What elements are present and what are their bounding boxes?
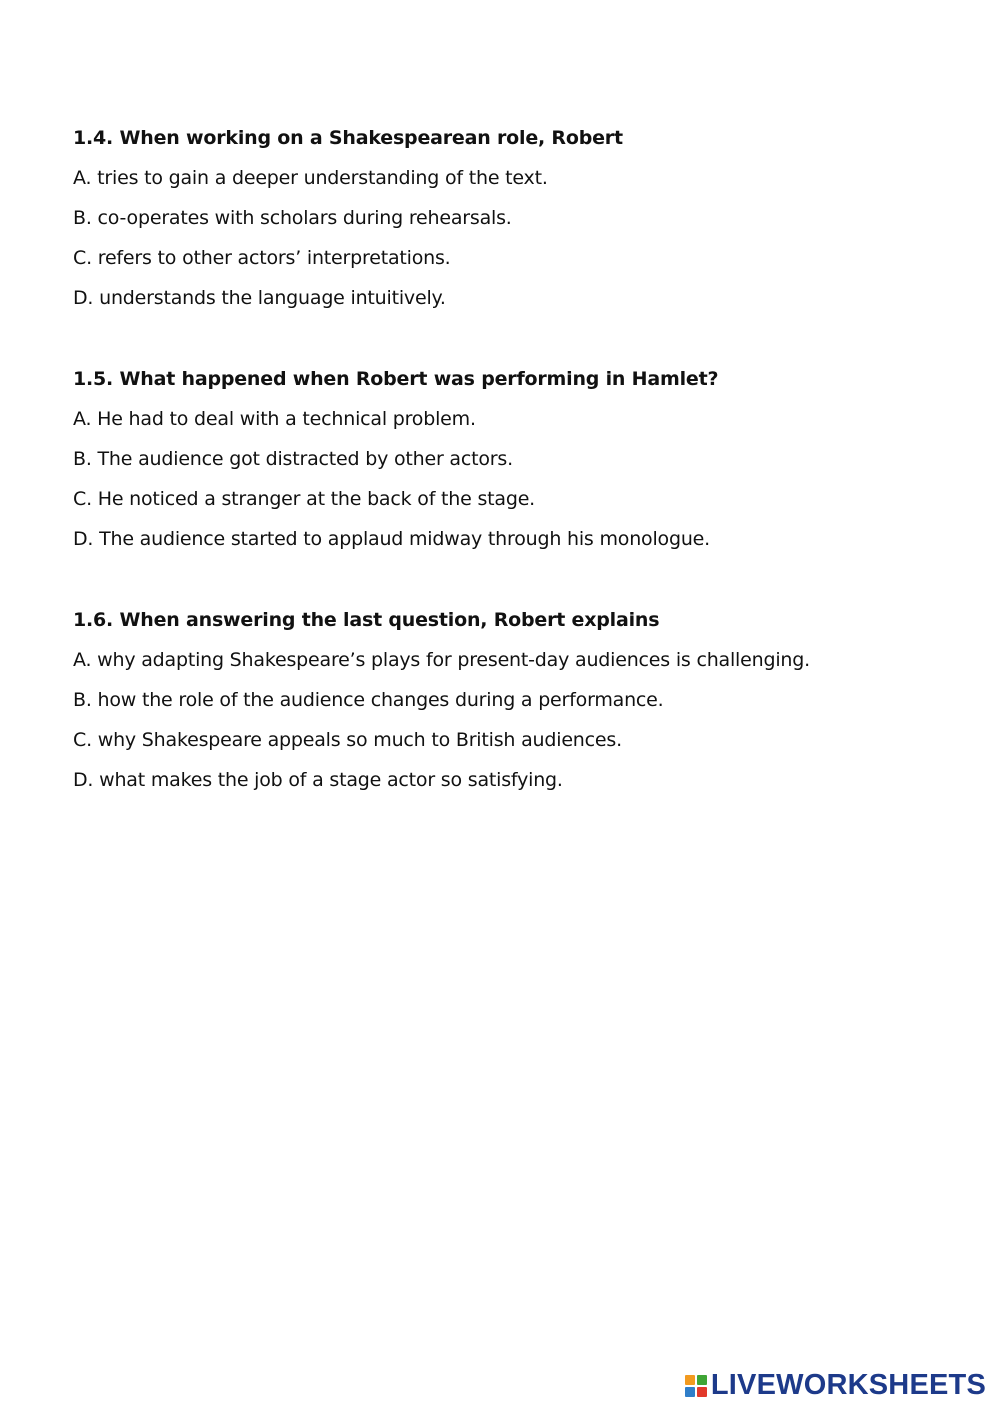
option-a: A. why adapting Shakespeare’s plays for present-day audiences is challenging. xyxy=(73,649,810,671)
brand-wordmark: LIVEWORKSHEETS xyxy=(710,1369,986,1401)
option-a: A. tries to gain a deeper understanding of the text. xyxy=(73,167,548,189)
option-b: B. how the role of the audience changes during a performance. xyxy=(73,689,664,711)
liveworksheets-logo-icon xyxy=(685,1375,707,1397)
option-d: D. The audience started to applaud midway through his monologue. xyxy=(73,528,711,550)
option-b: B. The audience got distracted by other actors. xyxy=(73,448,513,470)
logo-square-2 xyxy=(697,1375,707,1385)
question-1-4 xyxy=(73,118,953,318)
question-1-6 xyxy=(73,600,953,800)
option-c: C. refers to other actors’ interpretations. xyxy=(73,247,451,269)
question-title: 1.5. What happened when Robert was performing in Hamlet? xyxy=(73,368,719,390)
option-c: C. why Shakespeare appeals so much to British audiences. xyxy=(73,729,622,751)
logo-square-1 xyxy=(685,1375,695,1385)
option-d: D. understands the language intuitively. xyxy=(73,287,446,309)
logo-square-3 xyxy=(685,1387,695,1397)
question-title: 1.6. When answering the last question, Robert explains xyxy=(73,609,660,631)
option-b: B. co-operates with scholars during rehearsals. xyxy=(73,207,512,229)
option-d: D. what makes the job of a stage actor so satisfying. xyxy=(73,769,563,791)
question-1-5 xyxy=(73,359,953,559)
liveworksheets-brand xyxy=(685,1371,986,1400)
option-a: A. He had to deal with a technical problem. xyxy=(73,408,476,430)
option-c: C. He noticed a stranger at the back of the stage. xyxy=(73,488,536,510)
worksheet xyxy=(73,118,953,841)
logo-square-4 xyxy=(697,1387,707,1397)
question-title: 1.4. When working on a Shakespearean role, Robert xyxy=(73,127,623,149)
